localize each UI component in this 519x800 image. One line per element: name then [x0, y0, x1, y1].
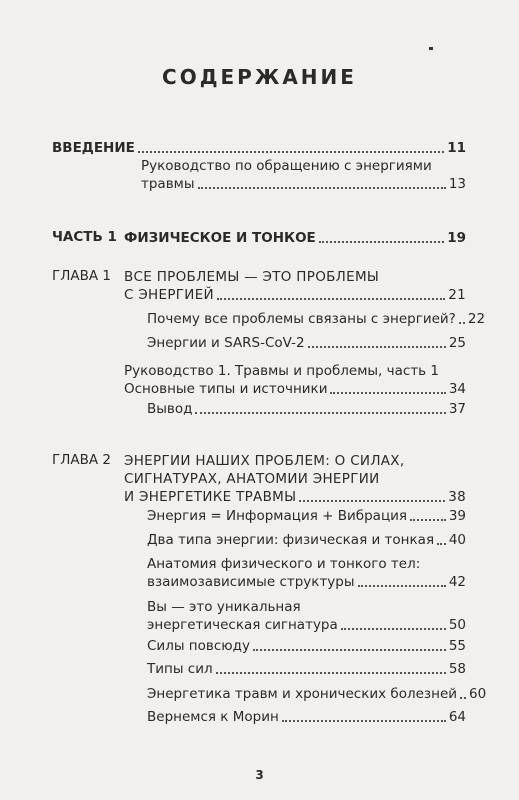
- leader-dots: [138, 150, 444, 153]
- toc-entry-label: ФИЗИЧЕСКОЕ И ТОНКОЕ: [124, 230, 316, 246]
- toc-entry-guide[interactable]: [124, 380, 466, 398]
- leader-dots: [198, 186, 446, 189]
- toc-entry[interactable]: [147, 616, 466, 634]
- toc-page-number: 50: [448, 617, 466, 633]
- toc-entry[interactable]: [147, 531, 466, 549]
- toc-page-number: 22: [467, 311, 486, 327]
- toc-page-number: 13: [448, 176, 466, 192]
- leader-dots: [437, 542, 446, 545]
- chapter-label: ГЛАВА 1: [52, 268, 111, 284]
- toc-entry-intro[interactable]: [52, 139, 466, 157]
- leader-dots: [195, 411, 445, 414]
- leader-dots: [216, 671, 446, 674]
- toc-entry-label: травмы: [141, 176, 195, 192]
- toc-entry[interactable]: [147, 573, 466, 591]
- toc-page-number: 58: [448, 661, 466, 677]
- toc-entry-text-line1: Анатомия физического и тонкого тел:: [147, 556, 421, 572]
- toc-entry[interactable]: [147, 637, 466, 655]
- print-mark: [429, 47, 433, 50]
- toc-entry-guide[interactable]: [141, 175, 466, 193]
- page-number: 3: [255, 768, 264, 782]
- toc-entry[interactable]: [147, 660, 466, 678]
- toc-entry[interactable]: [147, 310, 486, 328]
- toc-entry-label: ВВЕДЕНИЕ: [52, 140, 135, 156]
- leader-dots: [410, 518, 446, 521]
- toc-page-number: 42: [448, 574, 466, 590]
- toc-entry-text-line1: Вы — это уникальная: [147, 599, 301, 615]
- leader-dots: [253, 648, 446, 651]
- toc-entry-label: Энергетика травм и хронических болезней: [147, 686, 458, 702]
- toc-page-number: 25: [448, 335, 466, 351]
- toc-page-number: 21: [448, 287, 466, 303]
- chapter-label: ГЛАВА 2: [52, 452, 111, 468]
- toc-page-number: 60: [469, 686, 487, 702]
- leader-dots: [299, 499, 445, 502]
- toc-entry-label: Вывод: [147, 401, 193, 417]
- toc-entry-text-line1: Руководство по обращению с энергиями: [141, 158, 432, 174]
- toc-page-number: 40: [448, 532, 466, 548]
- toc-entry-label: энергетическая сигнатура: [147, 617, 338, 633]
- toc-entry-label: взаимозависимые структуры: [147, 574, 355, 590]
- leader-dots: [330, 391, 445, 394]
- leader-dots: [308, 345, 446, 348]
- toc-page-number: 55: [448, 638, 466, 654]
- leader-dots: [459, 321, 465, 324]
- toc-entry-label: Силы повсюду: [147, 638, 250, 654]
- toc-entry[interactable]: [147, 708, 466, 726]
- leader-dots: [282, 719, 446, 722]
- toc-entry-label: И ЭНЕРГЕТИКЕ ТРАВМЫ: [124, 489, 297, 505]
- toc-entry-label: Энергии и SARS-CoV-2: [147, 335, 305, 351]
- toc-entry[interactable]: [147, 400, 466, 418]
- toc-entry-text-line1: Руководство 1. Травмы и проблемы, часть 1: [124, 363, 440, 379]
- leader-dots: [358, 584, 446, 587]
- toc-page-number: 11: [447, 140, 466, 156]
- toc-entry-label: Почему все проблемы связаны с энергией?: [147, 311, 456, 327]
- chapter-title-line1: ВСЕ ПРОБЛЕМЫ — ЭТО ПРОБЛЕМЫ: [124, 269, 380, 285]
- leader-dots: [460, 696, 466, 699]
- toc-page-number: 38: [448, 489, 466, 505]
- toc-entry-chapter2[interactable]: [124, 488, 466, 506]
- leader-dots: [217, 297, 445, 300]
- toc-entry-part1[interactable]: [124, 229, 466, 247]
- toc-page-number: 64: [448, 709, 466, 725]
- toc-page-number: 34: [448, 381, 466, 397]
- toc-entry-label: С ЭНЕРГИЕЙ: [124, 287, 214, 303]
- leader-dots: [319, 240, 444, 243]
- toc-page-number: 39: [448, 508, 466, 524]
- toc-page-number: 19: [447, 230, 466, 246]
- chapter-title-line2: СИГНАТУРАХ, АНАТОМИИ ЭНЕРГИИ: [124, 471, 380, 487]
- toc-entry-label: Основные типы и источники: [124, 381, 328, 397]
- page-title: СОДЕРЖАНИЕ: [162, 65, 357, 89]
- part-label: ЧАСТЬ 1: [52, 229, 117, 245]
- toc-entry[interactable]: [147, 685, 487, 703]
- toc-entry[interactable]: [147, 334, 466, 352]
- toc-entry-label: Типы сил: [147, 661, 213, 677]
- toc-entry[interactable]: [147, 507, 466, 525]
- chapter-title-line1: ЭНЕРГИИ НАШИХ ПРОБЛЕМ: О СИЛАХ,: [124, 453, 405, 469]
- toc-entry-label: Вернемся к Морин: [147, 709, 279, 725]
- leader-dots: [341, 627, 446, 630]
- toc-entry-chapter1[interactable]: [124, 286, 466, 304]
- toc-entry-label: Энергия = Информация + Вибрация: [147, 508, 408, 524]
- toc-page-number: 37: [448, 401, 466, 417]
- toc-entry-label: Два типа энергии: физическая и тонкая: [147, 532, 435, 548]
